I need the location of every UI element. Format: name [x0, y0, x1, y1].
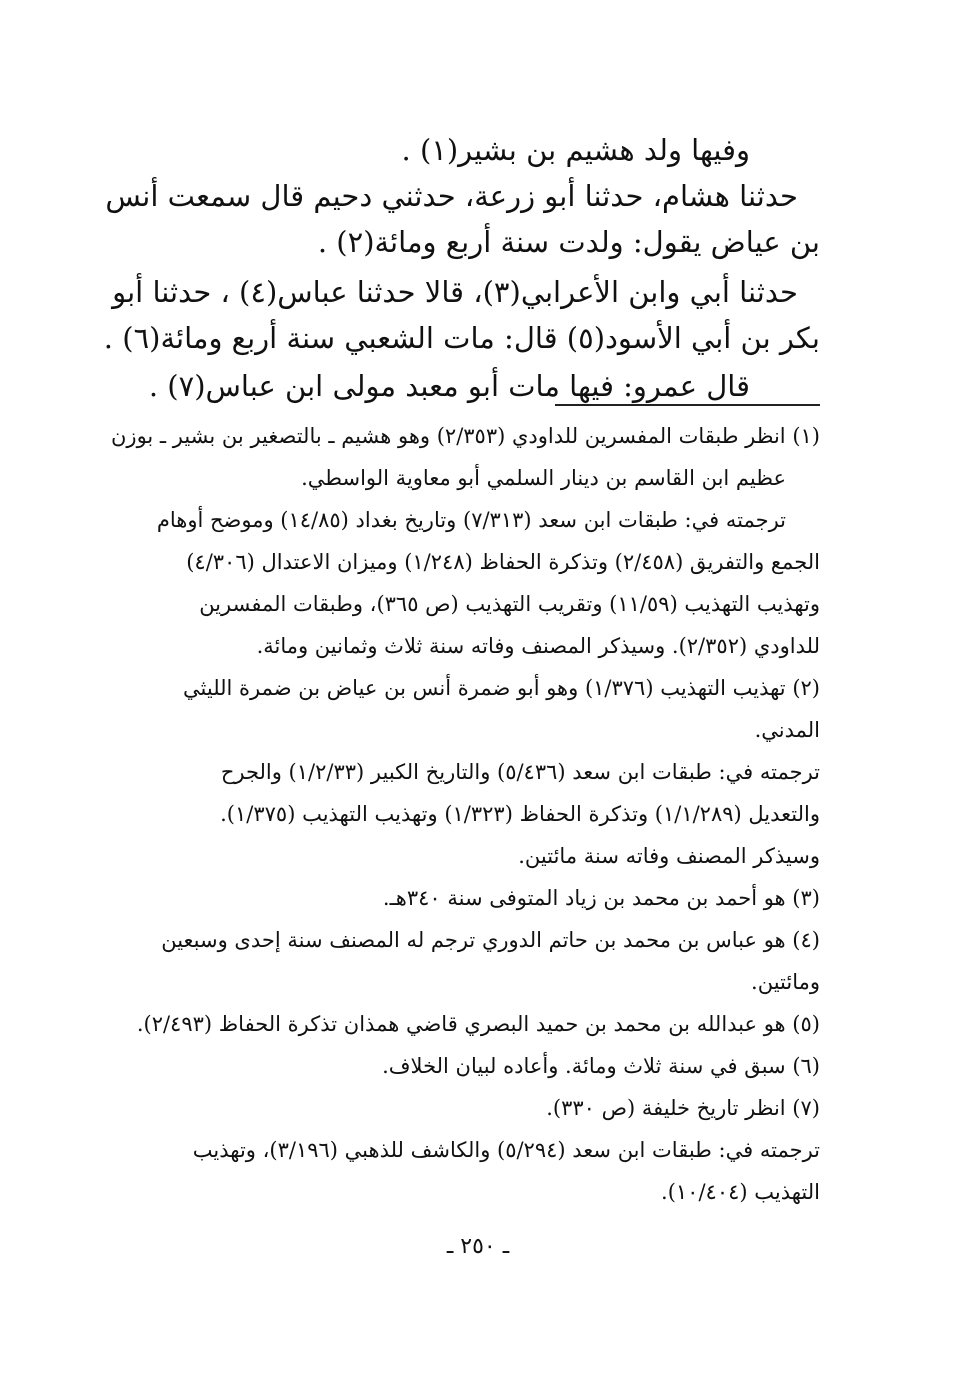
- footnote-line: (٦) سبق في سنة ثلاث ومائة. وأعاده لبيان الخلاف.: [382, 1054, 820, 1078]
- footnote-line: للداودي (٢/٣٥٢). وسيذكر المصنف وفاته سنة ثلاث وثمانين ومائة.: [256, 634, 820, 658]
- main-line: وفيها ولد هشيم بن بشير(١) .: [401, 133, 750, 167]
- footnote-line: المدني.: [754, 718, 820, 742]
- footnote-line: ترجمته في: طبقات ابن سعد (٧/٣١٣) وتاريخ بغداد (١٤/٨٥) وموضح أوهام: [156, 508, 786, 532]
- footnote-line: (٧) انظر تاريخ خليفة (ص ٣٣٠).: [546, 1096, 820, 1120]
- footnote-line: (١) انظر طبقات المفسرين للداودي (٢/٣٥٣) وهو هشيم ـ بالتصغير بن بشير ـ بوزن: [111, 424, 820, 448]
- footnote-line: والتعديل (١/١/٢٨٩) وتذكرة الحفاظ (١/٣٢٣) وتهذيب التهذيب (١/٣٧٥).: [220, 802, 820, 826]
- footnote-line: (٢) تهذيب التهذيب (١/٣٧٦) وهو أبو ضمرة أنس بن عياض بن ضمرة الليثي: [183, 676, 820, 700]
- footnote-line: (٤) هو عباس بن محمد بن حاتم الدوري ترجم له المصنف سنة إحدى وسبعين: [161, 928, 820, 952]
- main-line: حدثنا هشام، حدثنا أبو زرعة، حدثني دحيم قال سمعت أنس: [105, 179, 798, 213]
- main-line: حدثنا أبي وابن الأعرابي(٣)، قالا حدثنا عباس(٤) ، حدثنا أبو: [112, 275, 798, 309]
- page-number: ـ ٢٥٠ ـ: [446, 1234, 510, 1259]
- footnote-line: ومائتين.: [751, 970, 820, 994]
- main-line: قال عمرو: فيها مات أبو معبد مولى ابن عباس(٧) .: [148, 369, 750, 403]
- main-line: بكر بن أبي الأسود(٥) قال: مات الشعبي سنة أربع ومائة(٦) .: [103, 321, 820, 355]
- footnote-line: ترجمته في: طبقات ابن سعد (٥/٢٩٤) والكاشف للذهبي (٣/١٩٦)، وتهذيب: [192, 1138, 820, 1162]
- footnote-separator: [555, 404, 820, 406]
- footnote-line: التهذيب (١٠/٤٠٤).: [661, 1180, 820, 1204]
- footnote-line: عظيم ابن القاسم بن دينار السلمي أبو معاوية الواسطي.: [301, 466, 786, 490]
- footnote-line: الجمع والتفريق (٢/٤٥٨) وتذكرة الحفاظ (١/٢٤٨) وميزان الاعتدال (٤/٣٠٦): [186, 550, 820, 574]
- footnote-line: ترجمته في: طبقات ابن سعد (٥/٤٣٦) والتاريخ الكبير (١/٢/٣٣) والجرح: [220, 760, 820, 784]
- footnote-line: (٣) هو أحمد بن محمد بن زياد المتوفى سنة ٣٤٠هـ.: [382, 886, 820, 910]
- footnote-line: (٥) هو عبدالله بن محمد بن حميد البصري قاضي همذان تذكرة الحفاظ (٢/٤٩٣).: [136, 1012, 820, 1036]
- footnote-line: وسيذكر المصنف وفاته سنة مائتين.: [518, 844, 820, 868]
- footnote-line: وتهذيب التهذيب (١١/٥٩) وتقريب التهذيب (ص ٣٦٥)، وطبقات المفسرين: [199, 592, 820, 616]
- main-line: بن عياض يقول: ولدت سنة أربع ومائة(٢) .: [317, 225, 820, 259]
